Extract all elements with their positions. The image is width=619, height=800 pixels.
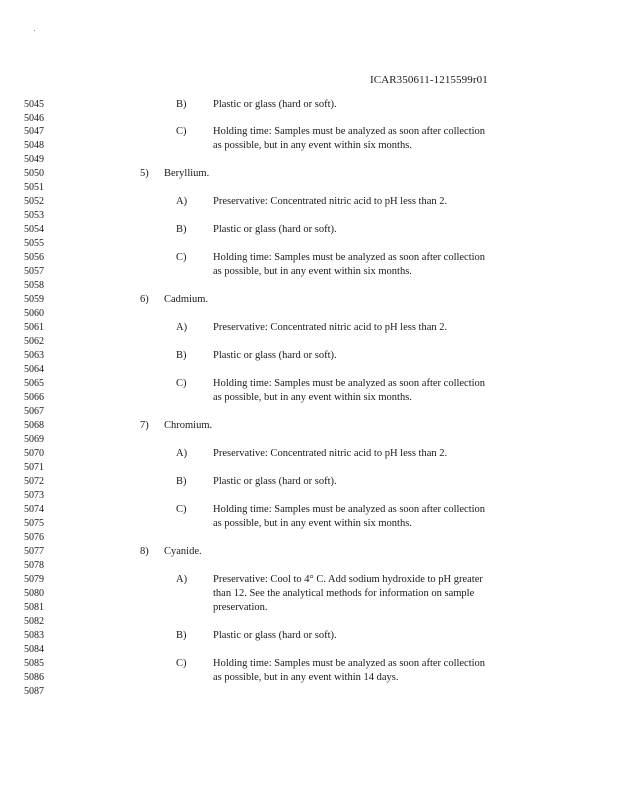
section-number: 7) (140, 420, 149, 431)
line-number: 5061 (24, 322, 44, 333)
item-text: Plastic or glass (hard or soft). (213, 350, 337, 361)
item-letter: B) (176, 224, 187, 235)
item-text: as possible, but in any event within six months. (213, 392, 412, 403)
item-text: Holding time: Samples must be analyzed as soon after collection (213, 378, 486, 389)
line-number: 5073 (24, 490, 44, 501)
line-number: 5051 (24, 182, 44, 193)
line-number: 5055 (24, 238, 44, 249)
line-number: 5050 (24, 168, 44, 179)
line-number: 5049 (24, 154, 44, 165)
section-title: Cadmium. (164, 294, 209, 305)
item-letter: B) (176, 99, 187, 110)
item-letter: C) (176, 378, 187, 389)
item-text: Holding time: Samples must be analyzed as soon after collection (213, 504, 486, 515)
line-number: 5067 (24, 406, 44, 417)
line-number: 5064 (24, 364, 44, 375)
item-letter: B) (176, 476, 187, 487)
item-text: Holding time: Samples must be analyzed as soon after collection (213, 658, 486, 669)
section-title: Cyanide. (164, 546, 202, 557)
line-number: 5054 (24, 224, 44, 235)
line-number: 5058 (24, 280, 44, 291)
item-letter: A) (176, 574, 188, 585)
line-number: 5052 (24, 196, 44, 207)
section-number: 5) (140, 168, 149, 179)
line-number: 5077 (24, 546, 44, 557)
item-letter: C) (176, 252, 187, 263)
item-letter: C) (176, 658, 187, 669)
item-text: Plastic or glass (hard or soft). (213, 99, 337, 110)
line-number: 5047 (24, 126, 44, 137)
item-text: as possible, but in any event within six months. (213, 140, 412, 151)
item-text: Holding time: Samples must be analyzed as soon after collection (213, 126, 486, 137)
line-number: 5078 (24, 560, 44, 571)
line-number: 5068 (24, 420, 44, 431)
item-text: Plastic or glass (hard or soft). (213, 224, 337, 235)
line-number: 5070 (24, 448, 44, 459)
item-letter: B) (176, 630, 187, 641)
item-letter: A) (176, 196, 188, 207)
item-text: Plastic or glass (hard or soft). (213, 630, 337, 641)
section-number: 8) (140, 546, 149, 557)
line-number: 5083 (24, 630, 44, 641)
line-number: 5069 (24, 434, 44, 445)
item-text: Preservative: Concentrated nitric acid to pH less than 2. (213, 448, 448, 459)
line-number: 5086 (24, 672, 44, 683)
line-number: 5057 (24, 266, 44, 277)
item-text: as possible, but in any event within 14 days. (213, 672, 399, 683)
section-title: Chromium. (164, 420, 213, 431)
line-number: 5082 (24, 616, 44, 627)
item-letter: B) (176, 350, 187, 361)
line-number: 5056 (24, 252, 44, 263)
line-number: 5075 (24, 518, 44, 529)
line-number: 5080 (24, 588, 44, 599)
item-letter: A) (176, 448, 188, 459)
line-number: 5074 (24, 504, 44, 515)
line-number: 5065 (24, 378, 44, 389)
line-number: 5071 (24, 462, 44, 473)
line-number: 5087 (24, 686, 44, 697)
line-number: 5060 (24, 308, 44, 319)
item-letter: A) (176, 322, 188, 333)
line-number: 5062 (24, 336, 44, 347)
item-text: Preservative: Concentrated nitric acid to pH less than 2. (213, 196, 448, 207)
item-text: than 12. See the analytical methods for information on sample (213, 588, 475, 599)
item-text: as possible, but in any event within six months. (213, 266, 412, 277)
line-number: 5046 (24, 113, 44, 124)
item-text: as possible, but in any event within six months. (213, 518, 412, 529)
line-number: 5084 (24, 644, 44, 655)
line-number: 5076 (24, 532, 44, 543)
line-number: 5085 (24, 658, 44, 669)
line-number: 5048 (24, 140, 44, 151)
item-text: Plastic or glass (hard or soft). (213, 476, 337, 487)
item-letter: C) (176, 126, 187, 137)
line-number: 5059 (24, 294, 44, 305)
line-number: 5053 (24, 210, 44, 221)
line-number: 5081 (24, 602, 44, 613)
line-number: 5045 (24, 99, 44, 110)
line-number: 5066 (24, 392, 44, 403)
document-id: ICAR350611-1215599r01 (370, 74, 488, 86)
scan-speck (34, 30, 35, 31)
line-number: 5072 (24, 476, 44, 487)
item-text: preservation. (213, 602, 268, 613)
item-letter: C) (176, 504, 187, 515)
line-number: 5079 (24, 574, 44, 585)
line-number: 5063 (24, 350, 44, 361)
section-number: 6) (140, 294, 149, 305)
item-text: Preservative: Cool to 4° C. Add sodium hydroxide to pH greater (213, 574, 483, 585)
item-text: Holding time: Samples must be analyzed as soon after collection (213, 252, 486, 263)
section-title: Beryllium. (164, 168, 210, 179)
item-text: Preservative: Concentrated nitric acid to pH less than 2. (213, 322, 448, 333)
